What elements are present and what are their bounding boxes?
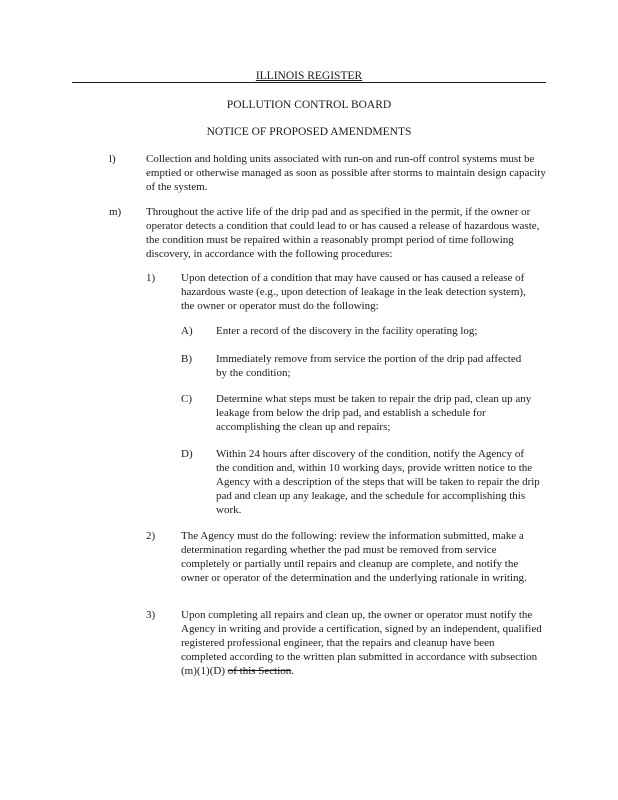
subsection-3-body: Upon completing all repairs and clean up, the owner or operator must notify the Agency in writing and provide a certification, signed by an independent, qualified registered professional engineer, that the repairs and cleanup have been completed according to the written plan submitted in accordance with subsection (m)(1)(D) — [181, 609, 542, 677]
paragraph-l-text: Collection and holding units associated with run-on and run-off control systems must be emptied or otherwise managed as soon as possible after storms to maintain design capacity of the system. — [146, 153, 546, 193]
subsection-1-label: 1) — [146, 272, 156, 284]
item-b-text: Immediately remove from service the portion of the drip pad affected by the condition; — [216, 353, 522, 379]
paragraph-l-label: l) — [109, 153, 116, 165]
subsection-2-label: 2) — [146, 530, 156, 542]
struck-text: of this Section — [227, 665, 292, 677]
paragraph-m-text: Throughout the active life of the drip pad and as specified in the permit, if the owner or operator detects a condition that could lead to or has caused a release of hazardous waste, the condition must be repaired within a reasonably prompt period of time following discovery, in accordance with the following procedures: — [146, 206, 540, 260]
item-a-label: A) — [181, 325, 193, 337]
paragraph-m-label: m) — [109, 206, 122, 218]
subsection-3-label: 3) — [146, 609, 156, 621]
item-c-text: Determine what steps must be taken to repair the drip pad, clean up any leakage from below the drip pad, and establish a schedule for accomplishing the clean up and repairs; — [216, 393, 532, 433]
subsection-2-text: The Agency must do the following: review the information submitted, make a determination regarding whether the pad must be removed from service completely or partially until repairs and cleanup are complete, and notify the owner or operator of the determination and the underlying rationale in writing. — [181, 530, 527, 584]
item-d-label: D) — [181, 448, 193, 460]
item-d-text: Within 24 hours after discovery of the condition, notify the Agency of the condition and, within 10 working days, provide written notice to the Agency with a description of the steps that will be taken to repair the drip pad and clean up any leakage, and the schedule for accomplishing this work. — [216, 448, 540, 516]
subsection-1-text: Upon detection of a condition that may have caused or has caused a release of hazardous waste (e.g., upon detection of leakage in the leak detection system), the owner or operator must do the following: — [181, 272, 526, 312]
notice-title: NOTICE OF PROPOSED AMENDMENTS — [206, 126, 412, 138]
item-a-text: Enter a record of the discovery in the facility operating log; — [216, 325, 478, 337]
board-title: POLLUTION CONTROL BOARD — [226, 99, 392, 111]
item-c-label: C) — [181, 393, 192, 405]
item-b-label: B) — [181, 353, 192, 365]
subsection-3-text — [181, 608, 543, 678]
register-title: ILLINOIS REGISTER — [255, 70, 363, 82]
subsection-3-end: . — [291, 665, 295, 677]
